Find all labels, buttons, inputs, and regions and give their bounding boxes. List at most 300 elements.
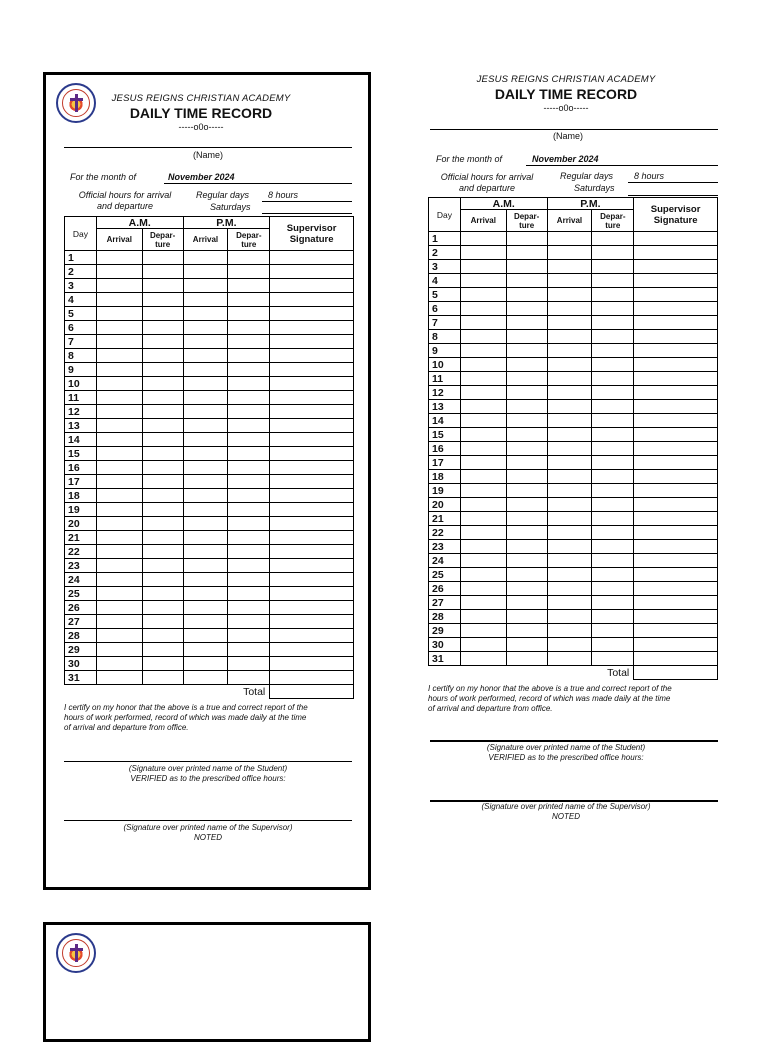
supervisor-signature-cell: [270, 349, 354, 363]
day-number: 16: [429, 442, 461, 456]
am-departure-cell: [506, 540, 547, 554]
supervisor-signature-cell: [270, 377, 354, 391]
day-number: 19: [65, 503, 97, 517]
pm-departure-cell: [592, 274, 634, 288]
pm-departure-cell: [228, 461, 270, 475]
month-label: For the month of: [70, 172, 137, 182]
regular-days-value: 8 hours: [634, 171, 665, 181]
am-arrival-cell: [96, 251, 142, 265]
am-departure-cell: [506, 498, 547, 512]
pm-departure-cell: [228, 265, 270, 279]
am-header: A.M.: [460, 198, 547, 210]
pm-arrival-cell: [547, 302, 592, 316]
am-arrival-cell: [460, 428, 506, 442]
pm-departure-cell: [592, 582, 634, 596]
day-number: 20: [429, 498, 461, 512]
supervisor-signature-cell: [634, 526, 718, 540]
month-line: [526, 165, 718, 166]
am-departure-cell: [506, 302, 547, 316]
day-number: 21: [429, 512, 461, 526]
table-row: [65, 559, 354, 573]
name-label: (Name): [192, 150, 223, 160]
am-arrival-cell: [460, 498, 506, 512]
pm-arrival-cell: [547, 470, 592, 484]
table-row: [65, 293, 354, 307]
pm-departure-cell: [228, 293, 270, 307]
pm-departure-cell: [592, 652, 634, 666]
am-departure-cell: [506, 400, 547, 414]
am-arrival-cell: [96, 559, 142, 573]
day-number: 18: [65, 489, 97, 503]
month-value: November 2024: [532, 154, 599, 164]
name-line: [64, 147, 352, 148]
pm-arrival-cell: [183, 657, 228, 671]
pm-arrival-cell: [183, 643, 228, 657]
pm-arrival-cell: [183, 671, 228, 685]
day-number: 7: [429, 316, 461, 330]
am-arrival-cell: [96, 643, 142, 657]
am-departure-cell: [506, 512, 547, 526]
table-row: [65, 531, 354, 545]
table-row: [429, 330, 718, 344]
table-row: [65, 657, 354, 671]
table-row: [429, 274, 718, 288]
table-row: [65, 573, 354, 587]
pm-arrival-cell: [547, 610, 592, 624]
am-departure-cell: [142, 517, 183, 531]
pm-arrival-cell: [547, 652, 592, 666]
pm-departure-cell: [228, 489, 270, 503]
pm-departure-cell: [592, 428, 634, 442]
am-departure-cell: [506, 274, 547, 288]
pm-departure-cell: [592, 302, 634, 316]
am-arrival-cell: [460, 568, 506, 582]
pm-departure-cell: [228, 251, 270, 265]
total-label: Total: [429, 666, 634, 680]
am-departure-cell: [506, 428, 547, 442]
supervisor-signature-cell: [270, 405, 354, 419]
am-arrival-cell: [460, 624, 506, 638]
am-departure-cell: [142, 307, 183, 321]
day-number: 24: [65, 573, 97, 587]
table-row: [429, 568, 718, 582]
school-name: JESUS REIGNS CHRISTIAN ACADEMY: [476, 74, 656, 85]
pm-arrival-cell: [547, 638, 592, 652]
am-departure-cell: [142, 587, 183, 601]
supervisor-signature-cell: [634, 414, 718, 428]
am-arrival-cell: [460, 456, 506, 470]
am-departure-cell: [142, 629, 183, 643]
official-hours-line2: and departure: [458, 183, 516, 193]
supervisor-signature-cell: [270, 545, 354, 559]
table-row: [429, 526, 718, 540]
am-arrival-cell: [96, 601, 142, 615]
regular-days-label: Regular days: [560, 171, 614, 181]
am-departure-cell: [142, 489, 183, 503]
am-header: A.M.: [96, 217, 183, 229]
am-arrival-cell: [460, 400, 506, 414]
am-departure-cell: [506, 554, 547, 568]
pm-arrival-cell: [547, 372, 592, 386]
pm-arrival-cell: [547, 386, 592, 400]
day-number: 10: [429, 358, 461, 372]
am-departure-cell: [142, 573, 183, 587]
am-arrival-cell: [460, 414, 506, 428]
pm-departure-header: Depar- ture: [592, 210, 634, 232]
pm-departure-header: Depar- ture: [228, 229, 270, 251]
day-number: 11: [429, 372, 461, 386]
certification-text: I certify on my honor that the above is a true and correct report of the hours of work performed, record of which was made daily at the time of arrival and departure from office.: [428, 684, 672, 713]
day-number: 2: [65, 265, 97, 279]
name-line: [430, 129, 718, 130]
pm-departure-cell: [228, 391, 270, 405]
supervisor-signature-cell: [270, 601, 354, 615]
dtr-card-left: [43, 72, 371, 890]
day-number: 14: [429, 414, 461, 428]
supervisor-signature-cell: [270, 615, 354, 629]
table-row: [65, 335, 354, 349]
am-arrival-cell: [460, 582, 506, 596]
pm-departure-cell: [592, 316, 634, 330]
pm-arrival-cell: [547, 484, 592, 498]
table-row: [429, 638, 718, 652]
pm-departure-cell: [592, 260, 634, 274]
student-signature-line: [430, 740, 718, 742]
pm-arrival-cell: [183, 629, 228, 643]
pm-departure-cell: [228, 447, 270, 461]
supervisor-signature-cell: [270, 447, 354, 461]
supervisor-signature-cell: [270, 475, 354, 489]
supervisor-signature-cell: [634, 232, 718, 246]
supervisor-signature-cell: [634, 316, 718, 330]
table-row: [429, 428, 718, 442]
am-arrival-cell: [96, 405, 142, 419]
supervisor-signature-cell: [634, 260, 718, 274]
table-row: [429, 372, 718, 386]
table-row: [429, 554, 718, 568]
table-row: [429, 652, 718, 666]
pm-departure-cell: [228, 587, 270, 601]
day-number: 19: [429, 484, 461, 498]
am-departure-cell: [142, 531, 183, 545]
supervisor-signature-cell: [270, 307, 354, 321]
pm-departure-cell: [228, 559, 270, 573]
supervisor-signature-cell: [270, 335, 354, 349]
am-arrival-cell: [460, 638, 506, 652]
am-departure-cell: [142, 419, 183, 433]
total-cell: [270, 685, 354, 699]
table-row: [429, 358, 718, 372]
pm-departure-cell: [592, 246, 634, 260]
supervisor-signature-cell: [634, 610, 718, 624]
pm-arrival-cell: [183, 587, 228, 601]
total-cell: [634, 666, 718, 680]
day-number: 6: [429, 302, 461, 316]
table-row: [65, 419, 354, 433]
am-arrival-cell: [96, 433, 142, 447]
regular-days-line: [262, 201, 352, 202]
table-row: [65, 461, 354, 475]
am-arrival-cell: [96, 335, 142, 349]
table-row: [65, 447, 354, 461]
pm-arrival-cell: [183, 447, 228, 461]
am-arrival-cell: [460, 554, 506, 568]
supervisor-header-line1: Supervisor: [650, 203, 701, 215]
pm-departure-cell: [592, 330, 634, 344]
supervisor-signature-cell: [634, 596, 718, 610]
day-number: 5: [65, 307, 97, 321]
supervisor-signature-cell: [634, 386, 718, 400]
table-row: [65, 517, 354, 531]
certification-text: I certify on my honor that the above is a true and correct report of the hours of work performed, record of which was made daily at the time of arrival and departure from office.: [64, 703, 308, 732]
table-row: [65, 391, 354, 405]
supervisor-signature-cell: [634, 344, 718, 358]
official-hours-line1: Official hours for arrival: [440, 172, 534, 182]
day-number: 7: [65, 335, 97, 349]
pm-arrival-cell: [183, 601, 228, 615]
pm-header: P.M.: [547, 198, 634, 210]
saturdays-line: [628, 195, 718, 196]
official-hours-line2: and departure: [96, 201, 154, 211]
day-number: 15: [429, 428, 461, 442]
table-row: [65, 545, 354, 559]
am-departure-cell: [506, 526, 547, 540]
day-number: 2: [429, 246, 461, 260]
am-arrival-cell: [460, 288, 506, 302]
saturdays-line: [262, 213, 352, 214]
am-departure-cell: [506, 456, 547, 470]
am-arrival-cell: [460, 596, 506, 610]
table-row: [429, 316, 718, 330]
day-number: 18: [429, 470, 461, 484]
regular-days-value: 8 hours: [268, 190, 299, 200]
pm-arrival-cell: [183, 531, 228, 545]
am-arrival-cell: [96, 377, 142, 391]
pm-arrival-cell: [183, 545, 228, 559]
pm-arrival-cell: [183, 405, 228, 419]
am-arrival-cell: [96, 349, 142, 363]
table-row: [65, 643, 354, 657]
am-arrival-cell: [96, 391, 142, 405]
pm-arrival-cell: [183, 251, 228, 265]
pm-departure-cell: [592, 400, 634, 414]
pm-departure-cell: [592, 470, 634, 484]
pm-departure-cell: [228, 419, 270, 433]
month-line: [164, 183, 352, 184]
pm-arrival-cell: [547, 400, 592, 414]
table-row: [429, 246, 718, 260]
time-record-table: [428, 197, 718, 680]
pm-arrival-cell: [183, 279, 228, 293]
am-departure-cell: [506, 624, 547, 638]
name-label: (Name): [552, 131, 583, 141]
pm-arrival-cell: [547, 442, 592, 456]
am-arrival-cell: [96, 629, 142, 643]
pm-departure-cell: [592, 610, 634, 624]
form-title: DAILY TIME RECORD: [129, 105, 273, 121]
supervisor-signature-cell: [634, 624, 718, 638]
am-arrival-cell: [96, 461, 142, 475]
table-row: [429, 582, 718, 596]
am-arrival-cell: [96, 489, 142, 503]
am-arrival-cell: [460, 302, 506, 316]
pm-arrival-cell: [547, 596, 592, 610]
supervisor-signature-cell: [270, 559, 354, 573]
supervisor-signature-cell: [270, 657, 354, 671]
pm-arrival-cell: [183, 391, 228, 405]
pm-arrival-cell: [183, 573, 228, 587]
saturdays-label: Saturdays: [574, 183, 615, 193]
am-arrival-cell: [96, 265, 142, 279]
pm-arrival-cell: [547, 414, 592, 428]
am-departure-cell: [142, 503, 183, 517]
am-departure-cell: [142, 293, 183, 307]
pm-departure-cell: [228, 377, 270, 391]
table-row: [65, 671, 354, 685]
pm-departure-cell: [592, 484, 634, 498]
pm-departure-cell: [592, 358, 634, 372]
am-departure-cell: [506, 414, 547, 428]
am-departure-cell: [506, 442, 547, 456]
month-label: For the month of: [436, 154, 503, 164]
am-arrival-cell: [96, 321, 142, 335]
supervisor-signature-cell: [270, 573, 354, 587]
am-departure-cell: [142, 349, 183, 363]
table-row: [65, 307, 354, 321]
am-departure-header: Depar- ture: [506, 210, 547, 232]
pm-departure-cell: [592, 568, 634, 582]
am-departure-cell: [142, 601, 183, 615]
pm-arrival-cell: [547, 246, 592, 260]
supervisor-header-line2: Signature: [653, 214, 698, 226]
day-rows: [65, 251, 354, 685]
total-label: Total: [65, 685, 270, 699]
supervisor-header-line2: Signature: [289, 233, 334, 245]
supervisor-signature-cell: [270, 433, 354, 447]
day-number: 29: [429, 624, 461, 638]
supervisor-signature-cell: [634, 302, 718, 316]
day-number: 17: [429, 456, 461, 470]
supervisor-signature-cell: [634, 470, 718, 484]
pm-arrival-cell: [547, 428, 592, 442]
table-row: [65, 489, 354, 503]
am-departure-cell: [506, 386, 547, 400]
pm-departure-cell: [592, 414, 634, 428]
supervisor-signature-cell: [270, 629, 354, 643]
pm-arrival-cell: [183, 335, 228, 349]
supervisor-signature-cell: [634, 400, 718, 414]
school-name: JESUS REIGNS CHRISTIAN ACADEMY: [111, 93, 291, 104]
am-arrival-cell: [460, 540, 506, 554]
am-departure-cell: [142, 335, 183, 349]
supervisor-signature-cell: [270, 321, 354, 335]
am-departure-cell: [142, 643, 183, 657]
table-row: [65, 265, 354, 279]
table-row: [65, 629, 354, 643]
am-departure-cell: [506, 372, 547, 386]
supervisor-signature-cell: [634, 358, 718, 372]
separator: -----o0o-----: [178, 122, 224, 132]
am-departure-cell: [142, 475, 183, 489]
pm-departure-cell: [228, 629, 270, 643]
day-number: 1: [429, 232, 461, 246]
am-arrival-cell: [460, 344, 506, 358]
table-row: [65, 405, 354, 419]
am-arrival-cell: [460, 442, 506, 456]
supervisor-signature-cell: [270, 279, 354, 293]
day-number: 11: [65, 391, 97, 405]
am-arrival-cell: [460, 526, 506, 540]
official-hours-label: [70, 190, 180, 212]
table-row: [429, 610, 718, 624]
pm-arrival-cell: [547, 274, 592, 288]
table-row: [429, 624, 718, 638]
supervisor-signature-cell: [634, 512, 718, 526]
table-row: [65, 279, 354, 293]
day-number: 30: [429, 638, 461, 652]
am-arrival-cell: [460, 610, 506, 624]
official-hours-line1: Official hours for arrival: [78, 190, 172, 200]
supervisor-signature-label: (Signature over printed name of the Supervisor) NOTED: [481, 802, 651, 821]
am-departure-cell: [506, 610, 547, 624]
pm-arrival-header: Arrival: [547, 210, 592, 232]
school-seal-icon: [56, 933, 96, 973]
pm-departure-cell: [592, 372, 634, 386]
supervisor-signature-cell: [634, 498, 718, 512]
supervisor-signature-cell: [270, 265, 354, 279]
am-arrival-cell: [460, 372, 506, 386]
day-number: 3: [65, 279, 97, 293]
supervisor-signature-cell: [634, 428, 718, 442]
regular-days-label: Regular days: [196, 190, 250, 200]
table-row: [429, 442, 718, 456]
am-arrival-cell: [96, 307, 142, 321]
supervisor-signature-cell: [270, 531, 354, 545]
pm-departure-cell: [228, 671, 270, 685]
day-number: 1: [65, 251, 97, 265]
am-departure-cell: [142, 461, 183, 475]
supervisor-signature-cell: [270, 391, 354, 405]
pm-departure-cell: [592, 456, 634, 470]
am-departure-header: Depar- ture: [142, 229, 183, 251]
pm-arrival-cell: [547, 624, 592, 638]
am-arrival-cell: [96, 503, 142, 517]
pm-arrival-cell: [547, 526, 592, 540]
pm-arrival-cell: [183, 489, 228, 503]
pm-departure-cell: [228, 503, 270, 517]
table-row: [65, 363, 354, 377]
pm-departure-cell: [592, 596, 634, 610]
table-row: [65, 349, 354, 363]
am-arrival-cell: [460, 652, 506, 666]
am-departure-cell: [142, 615, 183, 629]
month-value: November 2024: [168, 172, 235, 182]
table-row: [429, 386, 718, 400]
supervisor-signature-cell: [270, 587, 354, 601]
am-departure-cell: [142, 279, 183, 293]
pm-arrival-cell: [547, 316, 592, 330]
pm-arrival-cell: [547, 498, 592, 512]
day-number: 9: [429, 344, 461, 358]
supervisor-signature-cell: [634, 274, 718, 288]
am-arrival-cell: [96, 293, 142, 307]
pm-departure-cell: [592, 232, 634, 246]
day-number: 26: [65, 601, 97, 615]
day-number: 8: [429, 330, 461, 344]
table-row: [429, 302, 718, 316]
am-arrival-cell: [96, 657, 142, 671]
am-arrival-cell: [460, 246, 506, 260]
